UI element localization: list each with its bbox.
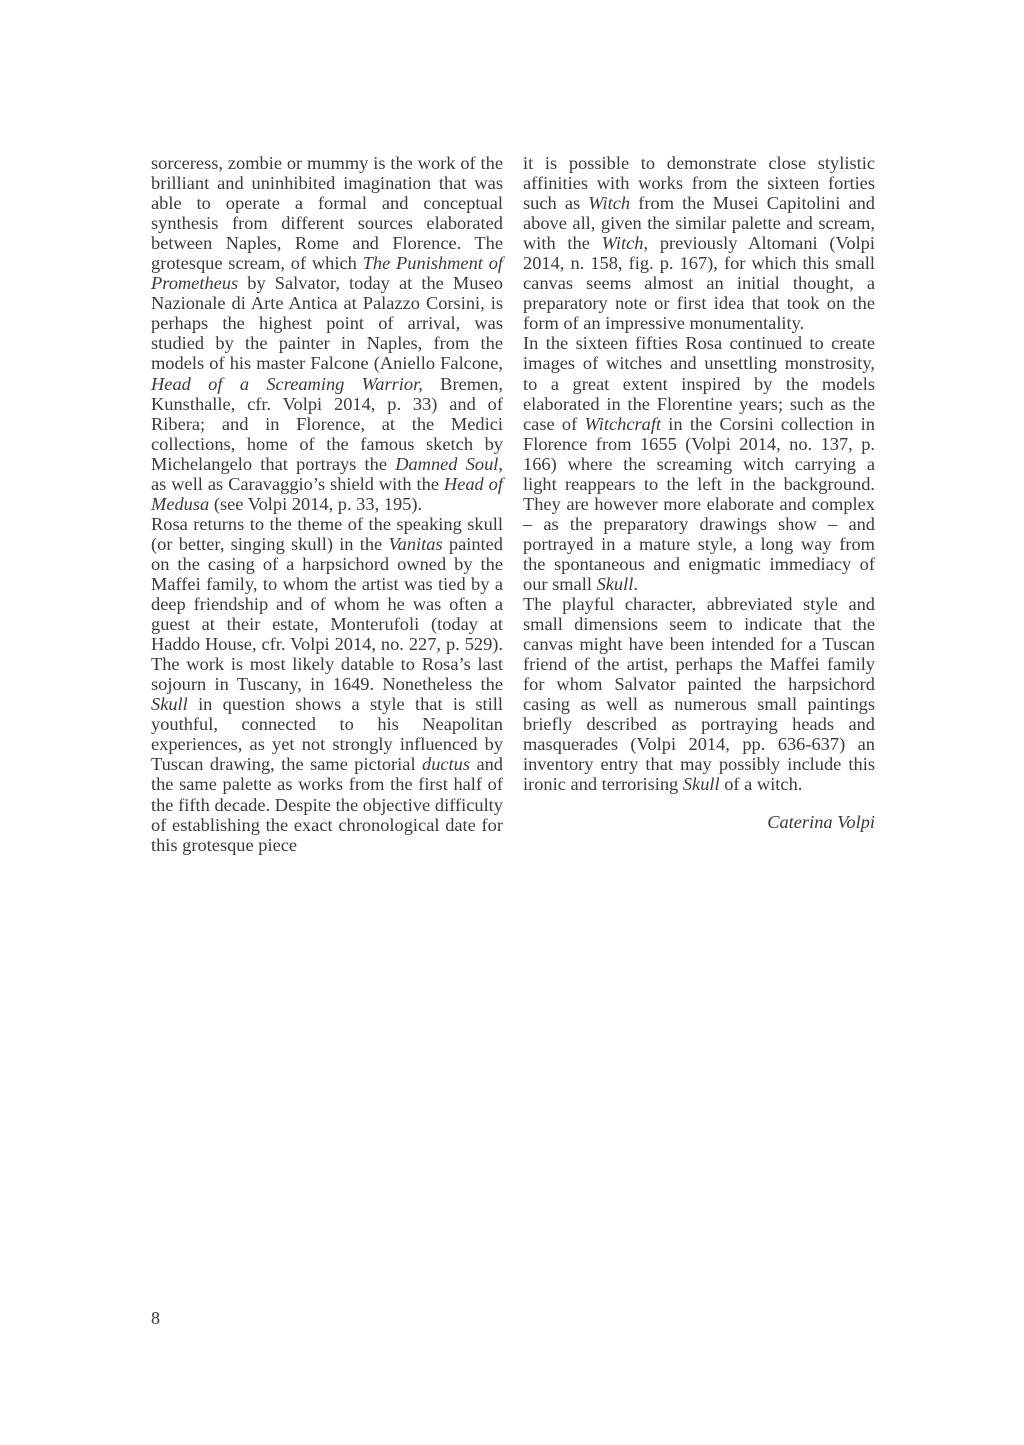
right-text-column bbox=[523, 153, 875, 832]
artwork-title: Skull bbox=[682, 774, 720, 795]
page-number: 8 bbox=[151, 1308, 160, 1328]
paragraph bbox=[523, 153, 875, 333]
body-text: (see Volpi 2014, p. 33, 195). bbox=[209, 493, 423, 514]
body-text: , as well as Caravaggio’s shield with the bbox=[151, 453, 503, 494]
body-text: sorceress, zombie or mummy is the work of the brilliant and uninhibited imagination that was able to operate a formal and conceptual synthesis from different sources elaborated between Naples, Rome and Florence. The grotesque scream, of which bbox=[151, 153, 503, 274]
artwork-title: Witch bbox=[601, 233, 644, 254]
paragraph bbox=[151, 514, 503, 855]
left-text-column bbox=[151, 153, 503, 855]
body-text: painted on the casing of a harpsichord owned by the Maffei family, to whom the artist was tied by a deep friendship and of whom he was often a guest at their estate, Monterufoli (today at Haddo House, cfr. Volpi 2014, no. 227, p. 529). The work is most likely datable to Rosa’s last sojourn in Tuscany, in 1649. Nonetheless the bbox=[151, 533, 504, 695]
artwork-title: Witch bbox=[588, 193, 631, 214]
body-text: , previously Altomani (Volpi 2014, n. 158, fig. p. 167), for which this small canvas seems almost an initial thought, a preparatory note or first idea that took on the form of an impressive monumentality. bbox=[523, 233, 875, 334]
paragraph bbox=[523, 333, 875, 594]
body-text: it is possible to demonstrate close stylistic affinities with works from the sixteen forties such as bbox=[523, 153, 875, 214]
body-text: by Salvator, today at the Museo Nazionale di Arte Antica at Palazzo Corsini, is perhaps the highest point of arrival, was studied by the painter in Naples, from the models of his master Falcone (Aniello Falcone, bbox=[151, 273, 503, 374]
paragraph bbox=[151, 153, 503, 514]
body-text: from the Musei Capitolini and above all, given the similar palette and scream, with the bbox=[523, 193, 875, 254]
body-text: In the sixteen fifties Rosa continued to create images of witches and unsettling monstrosity, to a great extent inspired by the models elaborated in the Florentine years; such as the case of bbox=[523, 333, 875, 434]
latin-term: ductus bbox=[422, 754, 471, 775]
paragraph bbox=[523, 594, 875, 794]
author-signature: Caterina Volpi bbox=[767, 811, 875, 832]
artwork-title: Witchcraft bbox=[584, 413, 662, 434]
artwork-title: Head of Medusa bbox=[151, 473, 503, 514]
body-text: of a witch. bbox=[719, 774, 803, 795]
body-text: in question shows a style that is still youthful, connected to his Neapolitan experiences, as yet not strongly influenced by Tuscan drawing, the same pictorial bbox=[151, 694, 503, 775]
body-text: and the same palette as works from the first half of the fifth decade. Despite the objective difficulty of establishing the exact chronological date for this grotesque piece bbox=[151, 754, 503, 855]
body-text: Bremen, Kunsthalle, cfr. Volpi 2014, p. 33) and of Ribera; and in Florence, at the Medici collections, home of the famous sketch by Michelangelo that portrays the bbox=[151, 373, 503, 474]
artwork-title: Head of a Screaming Warrior, bbox=[151, 373, 423, 394]
body-text: The playful character, abbreviated style and small dimensions seem to indicate that the canvas might have been intended for a Tuscan friend of the artist, perhaps the Maffei family for whom Salvator painted the harpsichord casing as well as numerous small paintings briefly described as portraying heads and masquerades (Volpi 2014, pp. 636-637) an inventory entry that may possibly include this ironic and terrorising bbox=[523, 594, 875, 795]
artwork-title: Skull bbox=[151, 694, 188, 715]
body-text: Rosa returns to the theme of the speaking skull (or better, singing skull) in the bbox=[151, 513, 503, 554]
artwork-title: Vanitas bbox=[388, 533, 443, 554]
artwork-title: The Punishment of Prometheus bbox=[151, 253, 503, 294]
body-text: in the Corsini collection in Florence from 1655 (Volpi 2014, no. 137, p. 166) where the screaming witch carrying a light reappears to the left in the background. They are however more elaborate and complex – as the preparatory drawings show – and portrayed in a mature style, a long way from the spontaneous and enigmatic immediacy of our small bbox=[523, 413, 875, 594]
artwork-title: Skull bbox=[596, 573, 634, 594]
body-text: . bbox=[633, 573, 638, 594]
artwork-title: Damned Soul bbox=[395, 453, 499, 474]
